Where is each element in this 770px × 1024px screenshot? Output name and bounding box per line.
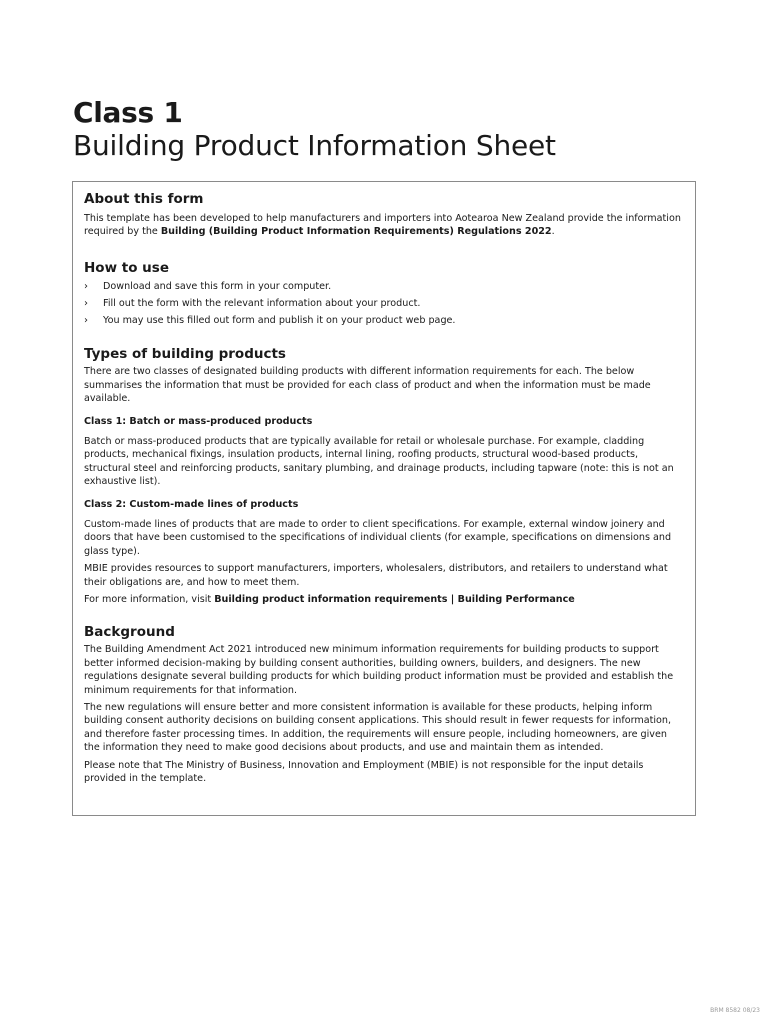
page-subtitle: Building Product Information Sheet [73,129,556,162]
about-text-part2: . [551,226,555,238]
chevron-right-icon: › [84,314,88,326]
about-section [84,190,685,239]
background-para-2: The new regulations will ensure better and more consistent information is available for these products, helping inform building consent authority decisions on building consent applications. This should result in fewer requests for information, and therefore faster processing times. In addition, the requirements will ensure people, including homeowners, are given the information they need to make good decisions about products, and use and maintain them as intended. [84,701,672,754]
list-item-text: Download and save this form in your computer. [103,280,332,292]
building-performance-link[interactable]: Building product information requirements | Building Performance [214,593,575,605]
page-title: Class 1 [73,96,183,129]
more-info-text [84,593,685,606]
regulations-name: Building (Building Product Information Requirements) Regulations 2022 [160,226,552,238]
list-item [84,280,685,293]
types-intro: There are two classes of designated building products with different information requirements for each. The below summarises the information that must be provided for each class of product and when the information must be made available. [84,366,651,405]
class2-heading: Class 2: Custom-made lines of products [84,499,299,511]
background-section [84,623,685,785]
info-box [72,181,696,816]
types-section [84,345,685,606]
more-info-prefix: For more information, visit [84,593,215,605]
class2-text: Custom-made lines of products that are made to order to client specifications. For example, external window joinery and doors that have been customised to the specifications of individual clients (for example, specifications on dimensions and glass type). [84,518,672,557]
mbie-text: MBIE provides resources to support manufacturers, importers, wholesalers, distributors, and retailers to understand what their obligations are, and how to meet them. [84,563,668,588]
about-text [84,212,685,239]
types-heading: Types of building products [84,346,286,363]
background-para-3: Please note that The Ministry of Business, Innovation and Employment (MBIE) is not responsible for the input details provided in the template. [84,759,644,784]
list-item [84,297,685,310]
background-heading: Background [84,624,175,641]
document-code: BRM 8582 08/23 [710,1007,760,1014]
class1-heading: Class 1: Batch or mass-produced products [84,416,313,428]
list-item-text: You may use this filled out form and publish it on your product web page. [103,314,456,326]
how-to-use-section [84,259,685,327]
about-text-part1: This template has been developed to help manufacturers and importers into Aotearoa New Zealand provide the information required by the [84,213,681,238]
list-item [84,314,685,327]
how-to-use-heading: How to use [84,259,169,276]
list-item-text: Fill out the form with the relevant information about your product. [103,297,421,309]
background-para-1: The Building Amendment Act 2021 introduced new minimum information requirements for building products to support better informed decision-making by building consent authorities, building owners, builders, and designers. The new regulations designate several building products for which building product information must be provided and establish the minimum requirements for that information. [84,644,674,696]
about-heading: About this form [84,191,204,207]
chevron-right-icon: › [84,297,88,309]
chevron-right-icon: › [84,280,88,292]
how-to-use-list [84,280,685,327]
class1-text: Batch or mass-produced products that are typically available for retail or wholesale purchase. For example, cladding products, mechanical fixings, insulation products, internal lining, roofing products, structural wood-based products, structural steel and reinforcing products, sanitary plumbing, and drainage products, including tapware (note: this is not an exhaustive list). [84,435,674,488]
